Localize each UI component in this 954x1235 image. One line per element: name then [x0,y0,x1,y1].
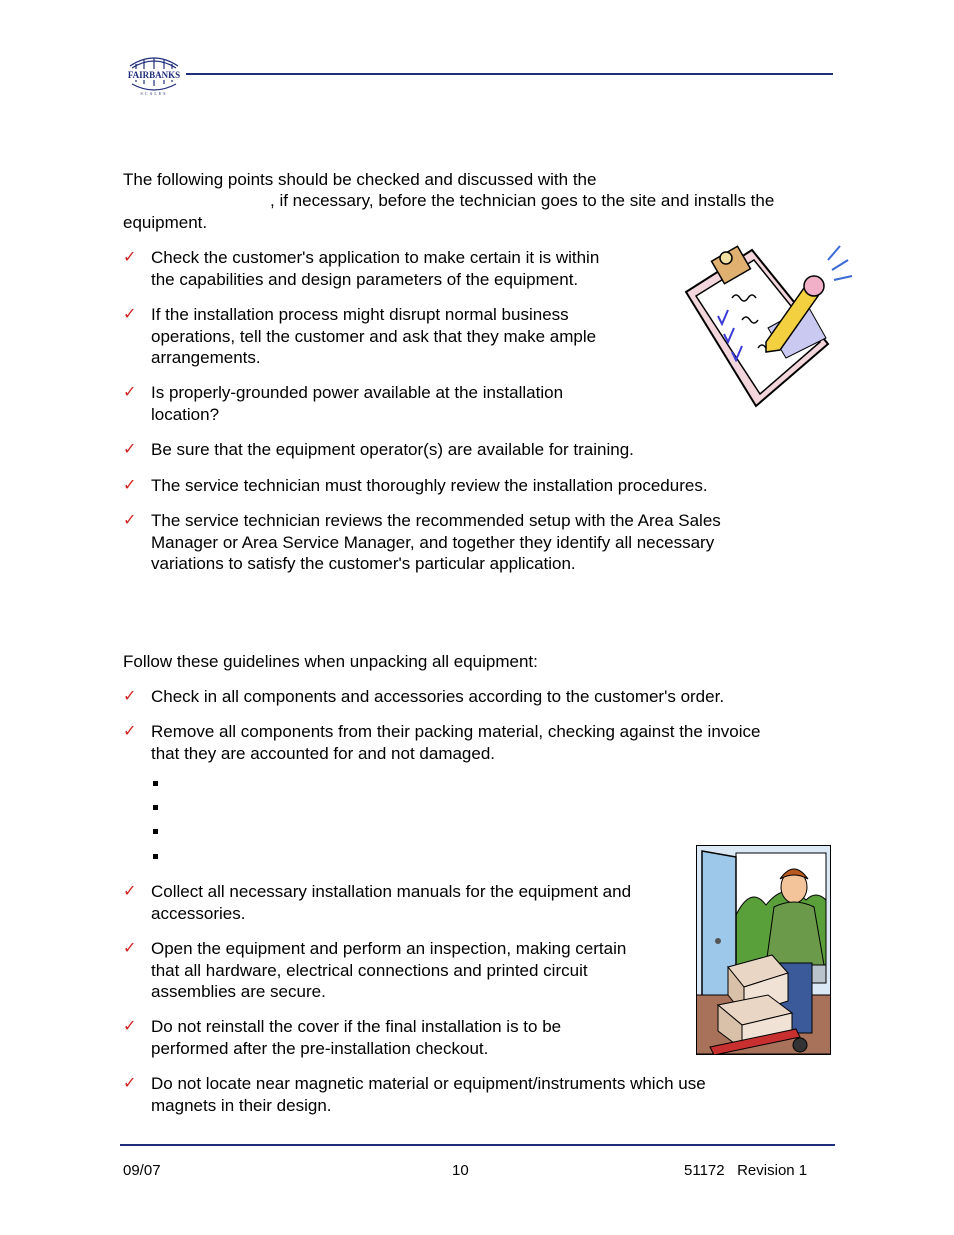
checklist-item [123,938,626,1003]
check-icon: ✓ [123,249,137,266]
checklist-item [123,247,599,290]
checklist-item [123,1073,706,1116]
intro-line-2: , if necessary, before the technician goes to the site and installs the [270,191,775,210]
item-line: Do not locate near magnetic material or equipment/instruments which use [151,1074,706,1093]
item-line: the capabilities and design parameters of the equipment. [151,269,579,289]
section2-intro: Follow these guidelines when unpacking all equipment: [123,652,538,671]
check-icon: ✓ [123,441,137,458]
logo-text: FAIRBANKS [127,70,181,80]
square-bullet [153,805,158,810]
item-line: magnets in their design. [151,1095,332,1115]
checklist-item [123,439,634,461]
square-bullet [153,854,158,859]
item-line: If the installation process might disrupt normal business [151,305,569,324]
item-line: that all hardware, electrical connections and printed circuit [151,960,588,980]
intro-line-1: The following points should be checked and discussed with the [123,170,597,189]
item-line: Be sure that the equipment operator(s) are available for training. [151,440,634,459]
checklist-item [123,721,760,764]
footer-page-number: 10 [452,1162,469,1179]
fairbanks-logo [122,52,186,100]
checklist-item [123,881,631,924]
checklist-item [123,510,721,575]
item-line: Open the equipment and perform an inspection, making certain [151,939,627,958]
item-line: that they are accounted for and not damaged. [151,743,496,763]
clipboard-illustration [682,240,857,410]
item-line: Remove all components from their packing material, checking against the invoice [151,722,761,741]
item-line: Manager or Area Service Manager, and together they identify all necessary [151,532,715,552]
item-line: Do not reinstall the cover if the final installation is to be [151,1017,562,1036]
checklist-item [123,382,563,425]
item-line: The service technician reviews the recommended setup with the Area Sales [151,511,721,530]
item-line: Check in all components and accessories according to the customer's order. [151,687,725,706]
check-icon: ✓ [123,384,137,401]
square-bullet [153,781,158,786]
checklist-item [123,1016,561,1059]
item-line: assemblies are secure. [151,982,326,1001]
item-line: arrangements. [151,348,261,367]
check-icon: ✓ [123,477,137,494]
item-line: performed after the pre-installation checkout. [151,1038,489,1058]
item-line: The service technician must thoroughly review the installation procedures. [151,476,708,495]
checklist-item [123,475,708,497]
intro-line-3: equipment. [123,213,208,232]
item-line: Is properly-grounded power available at the installation [151,383,564,402]
item-line: Collect all necessary installation manuals for the equipment and [151,882,632,901]
check-icon: ✓ [123,688,137,705]
hand-truck-illustration [696,845,831,1055]
check-icon: ✓ [123,512,137,529]
logo-subtext: SCALES [140,91,168,96]
item-line: operations, tell the customer and ask that they make ample [151,326,597,346]
square-bullet [153,829,158,834]
check-icon: ✓ [123,883,137,900]
footer-rule [120,1144,835,1146]
checklist-item [123,686,724,708]
check-icon: ✓ [123,1018,137,1035]
check-icon: ✓ [123,1075,137,1092]
check-icon: ✓ [123,940,137,957]
footer-doc-revision: 51172 Revision 1 [684,1162,808,1179]
item-line: accessories. [151,903,246,923]
header-rule [186,73,833,75]
check-icon: ✓ [123,723,137,740]
check-icon: ✓ [123,306,137,323]
footer-date: 09/07 [123,1162,161,1179]
checklist-item [123,304,596,369]
item-line: location? [151,404,220,424]
item-line: Check the customer's application to make certain it is within [151,248,600,267]
item-line: variations to satisfy the customer's particular application. [151,554,576,573]
